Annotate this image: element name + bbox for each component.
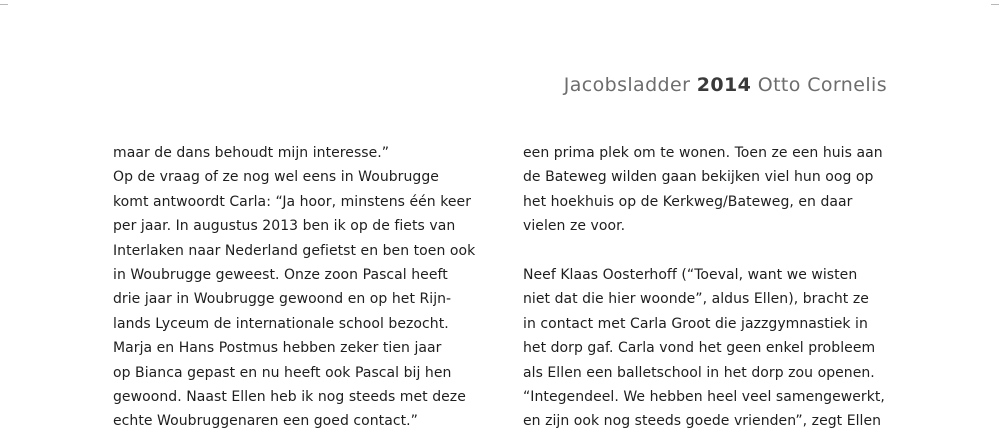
text-line: per jaar. In augustus 2013 ben ik op de fiets van xyxy=(113,218,456,235)
text-line: gewoond. Naast Ellen heb ik nog steeds met deze xyxy=(113,388,466,405)
text-line: echte Woubruggenaren een goed contact.” xyxy=(113,413,418,430)
paragraph xyxy=(523,263,885,434)
text-line: Interlaken naar Nederland gefietst en ben toen ook xyxy=(113,242,476,259)
left-text-column xyxy=(113,141,475,434)
text-line: in contact met Carla Groot die jazzgymnastiek in xyxy=(523,315,868,332)
text-line: Marja en Hans Postmus hebben zeker tien jaar xyxy=(113,340,442,357)
text-line: als Ellen een balletschool in het dorp zou openen. xyxy=(523,364,875,381)
text-line: het dorp gaf. Carla vond het geen enkel probleem xyxy=(523,340,876,357)
crop-mark-right xyxy=(991,4,999,5)
running-header xyxy=(564,74,887,96)
text-line: drie jaar in Woubrugge gewoond en op het Rijn- xyxy=(113,291,452,308)
header-author: Otto Cornelis xyxy=(757,74,887,96)
text-line: lands Lyceum de internationale school bezocht. xyxy=(113,315,449,332)
text-line: op Bianca gepast en nu heeft ook Pascal bij hen xyxy=(113,364,452,381)
crop-mark-left xyxy=(0,4,8,5)
text-line: een prima plek om te wonen. Toen ze een huis aan xyxy=(523,145,883,161)
header-year: 2014 xyxy=(696,74,752,96)
text-line: in Woubrugge geweest. Onze zoon Pascal heeft xyxy=(113,266,448,283)
header-title: Jacobsladder xyxy=(563,74,691,96)
text-line: het hoekhuis op de Kerkweg/Bateweg, en daar xyxy=(523,193,853,210)
text-line: komt antwoordt Carla: “Ja hoor, minstens één keer xyxy=(113,193,472,210)
text-line: en zijn ook nog steeds goede vrienden”, zegt Ellen xyxy=(523,413,882,430)
text-line: Op de vraag of ze nog wel eens in Woubrugge xyxy=(113,169,439,186)
text-line: niet dat die hier woonde”, aldus Ellen), bracht ze xyxy=(523,291,869,308)
text-line: “Integendeel. We hebben heel veel samengewerkt, xyxy=(523,388,885,405)
text-line: vielen ze voor. xyxy=(523,218,626,235)
text-line: de Bateweg wilden gaan bekijken viel hun oog op xyxy=(523,169,874,186)
paragraph xyxy=(523,141,885,239)
text-line: maar de dans behoudt mijn interesse.” xyxy=(113,145,390,161)
text-line: Neef Klaas Oosterhoff (“Toeval, want we wisten xyxy=(523,266,858,283)
right-text-column xyxy=(523,141,885,434)
paragraph-gap xyxy=(523,239,885,263)
